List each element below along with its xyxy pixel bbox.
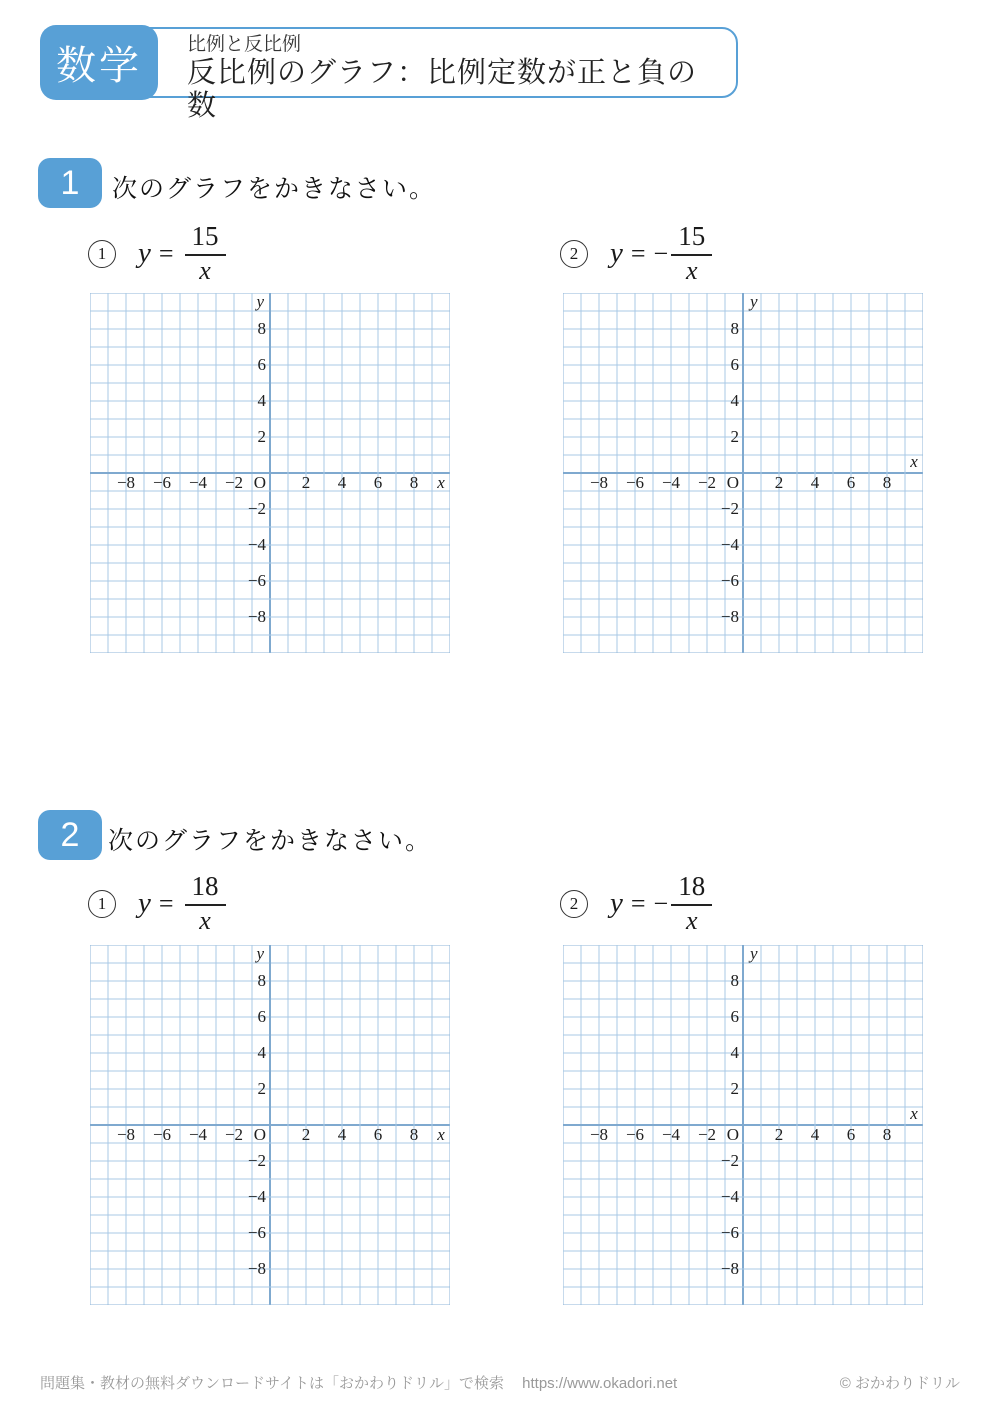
x-tick-label: −8	[589, 1125, 609, 1144]
x-tick-label: 2	[301, 473, 311, 492]
y-tick-label: 8	[257, 971, 266, 990]
fraction	[671, 872, 712, 936]
x-tick-label: 8	[882, 473, 892, 492]
x-axis-label: x	[910, 452, 918, 471]
fraction	[185, 872, 226, 936]
x-tick-label: 6	[846, 473, 856, 492]
y-tick-label: 4	[730, 1043, 739, 1062]
y-tick-label: −8	[720, 1259, 739, 1278]
y-axis-label: y	[750, 945, 758, 963]
fraction-numerator: 18	[185, 872, 226, 906]
x-tick-label: −6	[625, 1125, 645, 1144]
problem-marker-digit: 2	[569, 893, 579, 913]
equals-sign: =	[158, 888, 174, 918]
y-tick-label: −8	[247, 607, 266, 626]
fraction-denominator: x	[199, 255, 211, 285]
y-tick-label: −6	[720, 1223, 739, 1242]
equation-1-2	[560, 222, 712, 286]
y-tick-label: −4	[720, 1187, 739, 1206]
x-tick-label: −2	[697, 473, 717, 492]
footer-site-info	[40, 1372, 677, 1393]
y-tick-label: −6	[247, 1223, 266, 1242]
x-tick-label: −4	[188, 1125, 208, 1144]
y-tick-label: −8	[720, 607, 739, 626]
y-tick-label: −6	[247, 571, 266, 590]
y-tick-label: 4	[257, 1043, 266, 1062]
problem-marker-circled	[88, 240, 116, 268]
y-axis-label: y	[750, 293, 758, 311]
fraction-numerator: 15	[671, 222, 712, 256]
y-tick-label: −4	[247, 1187, 266, 1206]
y-tick-label: 6	[257, 355, 266, 374]
fraction-denominator: x	[685, 905, 698, 935]
subject-badge	[40, 25, 158, 100]
y-tick-label: −2	[247, 1151, 266, 1170]
minus-sign: −	[653, 888, 669, 918]
footer-url: https://www.okadori.net	[522, 1375, 678, 1392]
y-tick-label: −2	[720, 499, 739, 518]
equals-sign: =	[630, 888, 646, 918]
x-tick-label: −6	[625, 473, 645, 492]
x-tick-label: 4	[810, 473, 820, 492]
x-tick-label: −4	[661, 1125, 681, 1144]
problem-marker-circled	[560, 890, 588, 918]
fraction	[671, 222, 712, 286]
section-number: 2	[60, 815, 80, 854]
origin-label: O	[726, 473, 739, 492]
y-tick-label: 4	[257, 391, 266, 410]
y-axis-label: y	[256, 945, 264, 963]
coordinate-grid-2-1	[90, 945, 450, 1305]
subject-badge-label: 数学	[56, 44, 142, 88]
y-tick-label: 8	[730, 971, 739, 990]
x-tick-label: −2	[224, 473, 244, 492]
x-axis-label: x	[437, 1125, 445, 1144]
coordinate-grid-1-1	[90, 293, 450, 653]
y-tick-label: 2	[257, 427, 266, 446]
problem-marker-digit: 1	[97, 893, 107, 913]
problem-marker-circled	[560, 240, 588, 268]
x-tick-label: 4	[337, 473, 347, 492]
x-tick-label: −8	[116, 473, 136, 492]
x-tick-label: 4	[337, 1125, 347, 1144]
y-tick-label: 8	[730, 319, 739, 338]
equation-1-1	[88, 222, 226, 286]
y-tick-label: −2	[247, 499, 266, 518]
footer-copyright: © おかわりドリル	[839, 1375, 960, 1392]
x-axis-label: x	[437, 473, 445, 492]
equation-variable: y	[610, 887, 623, 920]
y-tick-label: −6	[720, 571, 739, 590]
equation-2-1	[88, 872, 226, 936]
section-1-prompt: 次のグラフをかきなさい。	[112, 176, 437, 203]
x-tick-label: −2	[697, 1125, 717, 1144]
fraction-denominator: x	[685, 255, 698, 285]
y-tick-label: −4	[247, 535, 266, 554]
y-axis-label: y	[256, 293, 264, 311]
fraction	[185, 222, 226, 286]
y-tick-label: 2	[730, 1079, 739, 1098]
x-tick-label: 8	[882, 1125, 892, 1144]
origin-label: O	[253, 473, 266, 492]
fraction-numerator: 15	[185, 222, 226, 256]
y-tick-label: −8	[247, 1259, 266, 1278]
equals-sign: =	[158, 238, 174, 268]
footer-search-text: 問題集・教材の無料ダウンロードサイトは「おかわりドリル」で検索	[40, 1375, 504, 1392]
equation-variable: y	[138, 887, 151, 920]
y-tick-label: 6	[257, 1007, 266, 1026]
x-tick-label: 8	[409, 1125, 419, 1144]
x-tick-label: 2	[774, 1125, 784, 1144]
x-tick-label: −2	[224, 1125, 244, 1144]
x-tick-label: −6	[152, 1125, 172, 1144]
x-tick-label: −4	[661, 473, 681, 492]
section-1-number-badge	[38, 158, 102, 208]
y-tick-label: 2	[257, 1079, 266, 1098]
equation-variable: y	[610, 237, 623, 270]
x-tick-label: −8	[589, 473, 609, 492]
section-number: 1	[60, 163, 80, 202]
problem-marker-digit: 1	[97, 243, 107, 263]
fraction-numerator: 18	[671, 872, 712, 906]
x-tick-label: 2	[301, 1125, 311, 1144]
x-tick-label: 8	[409, 473, 419, 492]
x-tick-label: −8	[116, 1125, 136, 1144]
y-tick-label: 8	[257, 319, 266, 338]
page-title: 反比例のグラフ：比例定数が正と負の数	[187, 56, 698, 123]
x-tick-label: 4	[810, 1125, 820, 1144]
equation-variable: y	[138, 237, 151, 270]
x-tick-label: 2	[774, 473, 784, 492]
y-tick-label: 2	[730, 427, 739, 446]
minus-sign: −	[653, 238, 669, 268]
y-tick-label: −4	[720, 535, 739, 554]
x-axis-label: x	[910, 1104, 918, 1123]
equals-sign: =	[630, 238, 646, 268]
x-tick-label: 6	[373, 1125, 383, 1144]
x-tick-label: 6	[846, 1125, 856, 1144]
coordinate-grid-2-2	[563, 945, 923, 1305]
fraction-denominator: x	[199, 905, 211, 935]
y-tick-label: 4	[730, 391, 739, 410]
header-category: 比例と反比例	[187, 34, 302, 55]
section-2-number-badge	[38, 810, 102, 860]
problem-marker-circled	[88, 890, 116, 918]
x-tick-label: 6	[373, 473, 383, 492]
origin-label: O	[726, 1125, 739, 1144]
equation-2-2	[560, 872, 712, 936]
section-2-prompt: 次のグラフをかきなさい。	[108, 828, 433, 855]
coordinate-grid-1-2	[563, 293, 923, 653]
origin-label: O	[253, 1125, 266, 1144]
x-tick-label: −4	[188, 473, 208, 492]
x-tick-label: −6	[152, 473, 172, 492]
y-tick-label: 6	[730, 1007, 739, 1026]
y-tick-label: −2	[720, 1151, 739, 1170]
problem-marker-digit: 2	[569, 243, 579, 263]
y-tick-label: 6	[730, 355, 739, 374]
